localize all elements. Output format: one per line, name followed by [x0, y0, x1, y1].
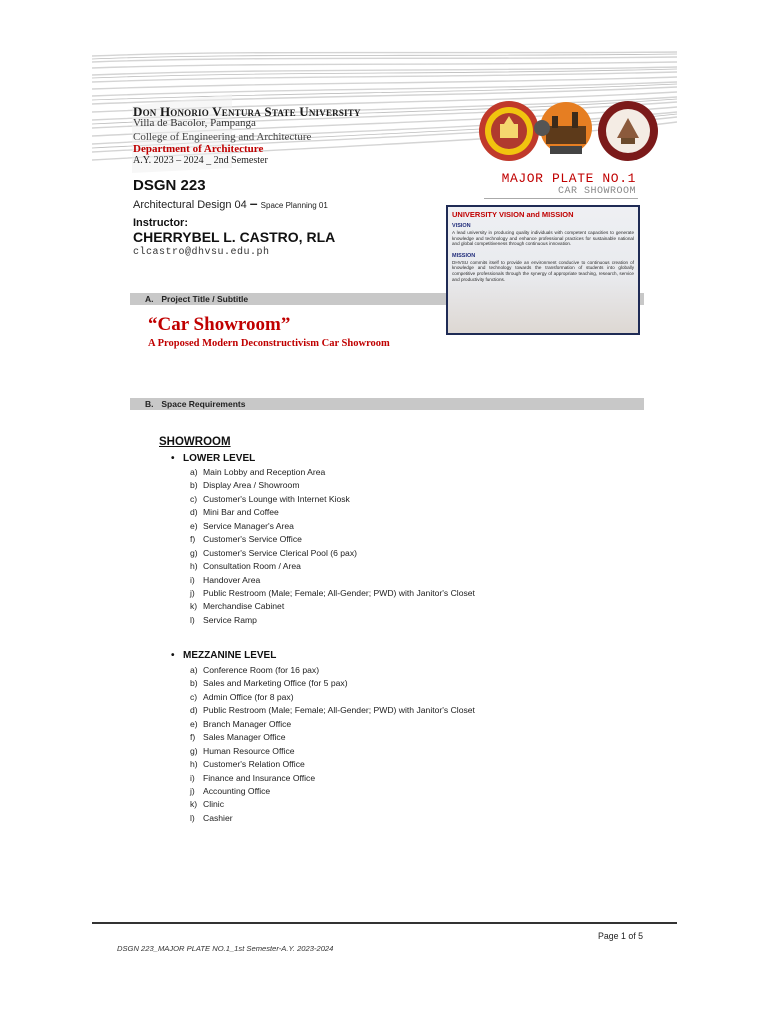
list-item: b) Display Area / Showroom [190, 480, 300, 491]
university-seal-icon [478, 100, 540, 162]
showroom-heading: SHOWROOM [159, 436, 231, 448]
course-code: DSGN 223 [133, 177, 206, 194]
list-item: a) Conference Room (for 16 pax) [190, 665, 320, 675]
academic-year: A.Y. 2023 – 2024 _ 2nd Semester [133, 155, 268, 166]
project-title: “Car Showroom” [148, 314, 291, 335]
subject-main: Architectural Design 04 [133, 199, 247, 211]
section-b-letter: B. [145, 399, 154, 409]
university-address: Villa de Bacolor, Pampanga [133, 117, 256, 129]
list-item: g) Customer's Service Clerical Pool (6 pax) [190, 547, 357, 558]
section-b-label: Space Requirements [161, 399, 246, 409]
list-item: a) Main Lobby and Reception Area [190, 467, 326, 477]
section-a-label: Project Title / Subtitle [161, 294, 249, 304]
list-item: j) Public Restroom (Male; Female; All-Gender; PWD) with Janitor's Closet [190, 587, 475, 598]
list-item: h) Customer's Relation Office [190, 759, 305, 770]
mission-label: MISSION [452, 252, 476, 259]
list-item: l) Service Ramp [190, 614, 257, 625]
list-item: d) Public Restroom (Male; Female; All-Gender; PWD) with Janitor's Closet [190, 705, 475, 716]
instructor-name: CHERRYBEL L. CASTRO, RLA [133, 229, 336, 245]
list-item: e) Branch Manager Office [190, 718, 292, 729]
list-item: c) Customer's Lounge with Internet Kiosk [190, 493, 350, 504]
lower-level-list [190, 466, 475, 627]
instructor-label: Instructor: [133, 217, 188, 229]
list-item: k) Merchandise Cabinet [190, 601, 285, 612]
footer-text: DSGN 223_MAJOR PLATE NO.1_1st Semester-A.Y. 2023-2024 [117, 944, 334, 953]
list-item: g) Human Resource Office [190, 745, 295, 756]
list-item: d) Mini Bar and Coffee [190, 507, 279, 518]
lower-level-heading [171, 453, 255, 464]
mezzanine-level-list [190, 664, 475, 825]
list-item: c) Admin Office (for 8 pax) [190, 691, 294, 702]
mission-text: DHVSU commits itself to provide an environment conducive to continuous creation of knowledge and technology towards the transformation of students into globally competitive professionals through the synergy of appropriate teaching, research, service and productivity functions. [452, 259, 634, 282]
college-name: College of Engineering and Architecture [133, 131, 312, 143]
plate-subtitle: CAR SHOWROOM [557, 186, 636, 197]
course-subject [133, 195, 328, 211]
subject-dash: – [249, 195, 258, 211]
section-a-letter: A. [145, 294, 154, 304]
department-name: Department of Architecture [133, 143, 264, 155]
vision-mission-box [446, 205, 640, 335]
bullet-icon: • [171, 650, 175, 661]
page-number: Page 1 of 5 [598, 931, 643, 941]
list-item: l) Cashier [190, 812, 233, 823]
vision-mission-title: UNIVERSITY VISION and MISSION [452, 210, 574, 219]
vision-label: VISION [452, 223, 471, 229]
list-item: i) Finance and Insurance Office [190, 772, 316, 783]
list-item: j) Accounting Office [190, 785, 271, 796]
plate-divider [484, 198, 638, 199]
list-item: i) Handover Area [190, 574, 261, 585]
department-seal-icon [597, 100, 659, 162]
vision-text: A lead university in producing quality individuals with competent capacities to generate knowledge and technology and enhance professional practices for sustainable national and global competitiveness through continuous innovation. [452, 230, 634, 247]
vision-mission-content [452, 210, 634, 282]
section-b-bar [130, 398, 644, 410]
footer-divider [92, 922, 677, 924]
list-item: k) Clinic [190, 799, 225, 810]
lower-level-label: LOWER LEVEL [183, 453, 256, 464]
list-item: e) Service Manager's Area [190, 520, 294, 531]
mezzanine-level-label: MEZZANINE LEVEL [183, 650, 277, 661]
university-name: Don Honorio Ventura State University [133, 104, 361, 119]
list-item: b) Sales and Marketing Office (for 5 pax) [190, 678, 348, 689]
instructor-email[interactable]: clcastro@dhvsu.edu.ph [133, 247, 270, 258]
list-item: f) Sales Manager Office [190, 732, 286, 743]
plate-title: MAJOR PLATE NO.1 [501, 171, 636, 186]
project-subtitle: A Proposed Modern Deconstructivism Car Showroom [148, 338, 390, 349]
college-logo-icon [532, 98, 596, 164]
mezzanine-level-heading [171, 650, 276, 661]
subject-sub: Space Planning 01 [260, 201, 328, 210]
bullet-icon: • [171, 453, 175, 464]
list-item: h) Consultation Room / Area [190, 561, 301, 572]
list-item: f) Customer's Service Office [190, 534, 302, 545]
